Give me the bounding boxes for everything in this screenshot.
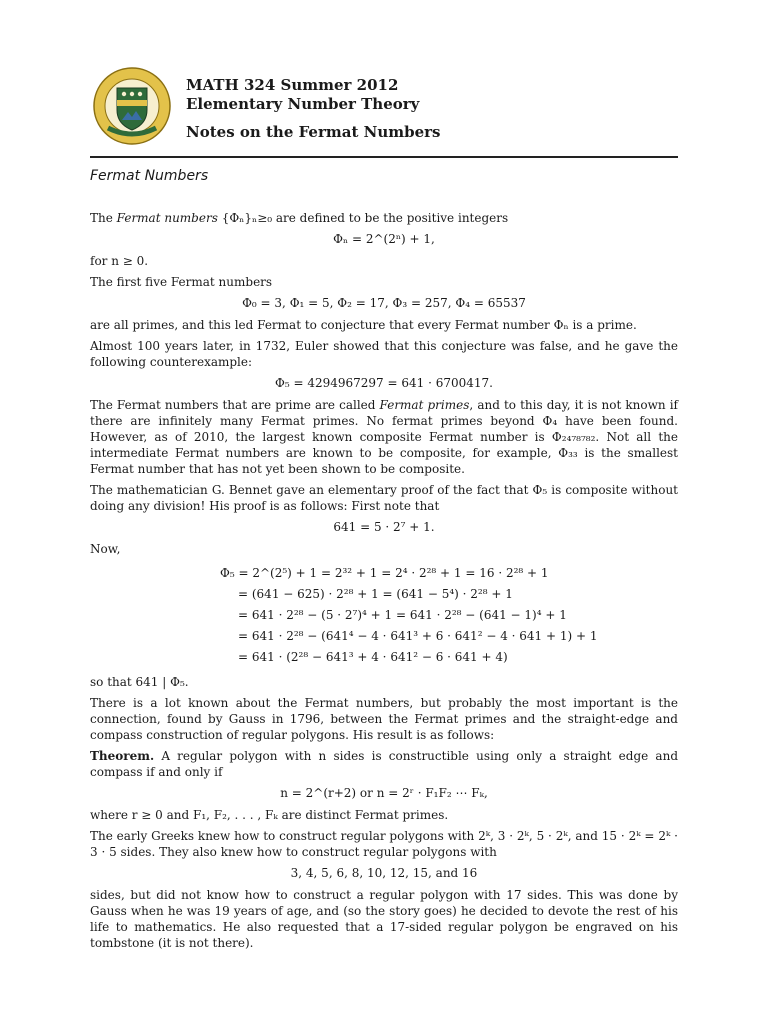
equation-theorem: n = 2^(r+2) or n = 2ʳ · F₁F₂ ⋯ Fₖ, <box>280 786 488 800</box>
equation-chain-line: = 641 · 2²⁸ − (5 · 2⁷)⁴ + 1 = 641 · 2²⁸ − (641 − 1)⁴ + 1 <box>238 608 567 622</box>
course-title: MATH 324 Summer 2012 <box>186 76 399 94</box>
paragraph-divides: so that 641 | Φ₅. <box>90 675 189 689</box>
paragraph-conjecture: are all primes, and this led Fermat to conjecture that every Fermat number Φₙ is a prime. <box>90 318 637 332</box>
equation-chain-line: = (641 − 625) · 2²⁸ + 1 = (641 − 5⁴) · 2²⁸ + 1 <box>238 587 513 601</box>
equation-polygon-list: 3, 4, 5, 6, 8, 10, 12, 15, and 16 <box>290 866 478 880</box>
equation-counterexample: Φ₅ = 4294967297 = 641 · 6700417. <box>275 376 493 390</box>
equation-641: 641 = 5 · 2⁷ + 1. <box>333 520 435 534</box>
equation-chain-line: Φ₅ = 2^(2⁵) + 1 = 2³² + 1 = 2⁴ · 2²⁸ + 1 = 16 · 2²⁸ + 1 <box>220 566 549 580</box>
document-body <box>90 210 678 956</box>
header-divider <box>90 156 678 158</box>
document-header <box>186 76 440 142</box>
paragraph-text: The <box>90 211 113 225</box>
paragraph-text: , and to this day, it is not known if there are infinitely many Fermat primes. No fermat primes beyond Φ₄ have been found. However, as of 2010, the largest known composite Fermat number is Φ₂₄₇₈₇₈₂. Not all the intermediate Fermat numbers are known to be composite, for example, Φ₃₃ is the smallest Fermat number that has not yet been shown to be composite. <box>90 398 678 476</box>
paragraph-now: Now, <box>90 542 121 556</box>
equation-chain <box>220 563 678 668</box>
equation-first-five: Φ₀ = 3, Φ₁ = 5, Φ₂ = 17, Φ₃ = 257, Φ₄ = 65537 <box>242 296 526 310</box>
section-title: Fermat Numbers <box>90 168 209 184</box>
paragraph-distinct: where r ≥ 0 and F₁, F₂, . . . , Fₖ are distinct Fermat primes. <box>90 808 449 822</box>
theorem-label: Theorem. <box>90 749 155 763</box>
theorem-text: A regular polygon with n sides is constructible using only a straight edge and compass if and only if <box>90 749 678 779</box>
paragraph-17-sides: sides, but did not know how to construct a regular polygon with 17 sides. This was done by Gauss when he was 19 years of age, and (so the story goes) he decided to devote the rest of his life to mathematics. He also requested that a 17-sided regular polygon be engraved on his tombstone (it is not there). <box>90 888 678 950</box>
term-fermat-numbers: Fermat numbers <box>116 211 218 225</box>
paragraph-text: The Fermat numbers that are prime are called <box>90 398 376 412</box>
paragraph-bennet: The mathematician G. Bennet gave an elementary proof of the fact that Φ₅ is composite without doing any division! His proof is as follows: First note that <box>90 483 678 513</box>
equation-chain-line: = 641 · (2²⁸ − 641³ + 4 · 641² − 6 · 641 + 4) <box>238 650 508 664</box>
paragraph-definition <box>90 210 678 226</box>
theorem <box>90 748 678 780</box>
course-subject: Elementary Number Theory <box>186 95 420 113</box>
paragraph-text: {Φₙ}ₙ≥₀ are defined to be the positive integers <box>221 211 509 225</box>
equation-chain-line: = 641 · 2²⁸ − (641⁴ − 4 · 641³ + 6 · 641² − 4 · 641 + 1) + 1 <box>238 629 598 643</box>
paragraph-first-five: The first five Fermat numbers <box>90 275 273 289</box>
paragraph-greeks: The early Greeks knew how to construct regular polygons with 2ᵏ, 3 · 2ᵏ, 5 · 2ᵏ, and 15 · 2ᵏ = 2ᵏ · 3 · 5 sides. They also knew how to construct regular polygons with <box>90 829 678 859</box>
notes-title: Notes on the Fermat Numbers <box>186 123 441 141</box>
paragraph-fermat-primes <box>90 397 678 477</box>
paragraph-domain: for n ≥ 0. <box>90 254 149 268</box>
paragraph-euler: Almost 100 years later, in 1732, Euler showed that this conjecture was false, and he gave the following counterexample: <box>90 339 678 369</box>
university-seal-icon <box>92 66 172 146</box>
term-fermat-primes: Fermat primes <box>379 398 470 412</box>
paragraph-gauss: There is a lot known about the Fermat numbers, but probably the most important is the connection, found by Gauss in 1796, between the Fermat primes and the straight-edge and compass construction of regular polygons. His result is as follows: <box>90 696 678 742</box>
equation-definition: Φₙ = 2^(2ⁿ) + 1, <box>333 232 435 246</box>
